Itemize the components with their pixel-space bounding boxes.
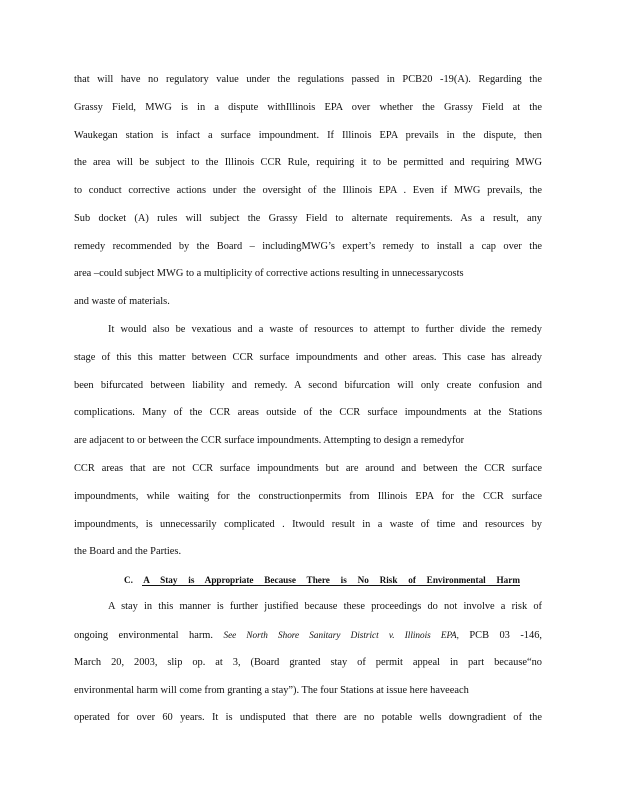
paragraph-1-line-7: remedy recommended by the Board – includingMWG’s expert’s remedy to install a cap over the	[74, 241, 542, 252]
paragraph-2-line-1: It would also be vexatious and a waste of resources to attempt to further divide the remedy	[108, 324, 542, 335]
case-citation: See North Shore Sanitary District v. Illinois EPA,	[223, 630, 459, 640]
paragraph-2-line-2: stage of this this matter between CCR surface impoundments and other areas. This case has already	[74, 352, 542, 363]
paragraph-3-line-3: March 20, 2003, slip op. at 3, (Board granted stay of permit appeal in part because“no	[74, 657, 542, 668]
heading-underline	[142, 585, 520, 586]
paragraph-1-line-1: that will have no regulatory value under the regulations passed in PCB20 -19(A). Regarding the	[74, 74, 542, 85]
paragraph-2-line-8: impoundments, is unnecessarily complicated . Itwould result in a waste of time and resources by	[74, 519, 542, 530]
paragraph-2-line-5: are adjacent to or between the CCR surface impoundments. Attempting to design a remedyfor	[74, 435, 465, 446]
paragraph-3-line-2	[74, 628, 542, 643]
paragraph-2-line-6: CCR areas that are not CCR surface impoundments but are around and between the CCR surface	[74, 463, 542, 474]
paragraph-2-line-9: the Board and the Parties.	[74, 546, 182, 557]
paragraph-1-line-4: the area will be subject to the Illinois CCR Rule, requiring it to be permitted and requiring MWG	[74, 157, 542, 168]
paragraph-2-line-7: impoundments, while waiting for the constructionpermits from Illinois EPA for the CCR surface	[74, 491, 542, 502]
paragraph-3-line-2-start: ongoing environmental harm.	[74, 630, 213, 641]
paragraph-3-line-2-end: PCB 03 -146,	[469, 630, 542, 641]
paragraph-3-line-5: operated for over 60 years. It is undisputed that there are no potable wells downgradient of the	[74, 712, 542, 723]
paragraph-2-line-4: complications. Many of the CCR areas outside of the CCR surface impoundments at the Stations	[74, 407, 542, 418]
paragraph-1-line-5: to conduct corrective actions under the oversight of the Illinois EPA . Even if MWG prevails, the	[74, 185, 542, 196]
paragraph-1-line-2: Grassy Field, MWG is in a dispute withIllinois EPA over whether the Grassy Field at the	[74, 102, 542, 113]
section-heading: C. A Stay is Appropriate Because There is No Risk of Environmental Harm	[124, 575, 520, 585]
paragraph-3-line-1: A stay in this manner is further justified because these proceedings do not involve a risk of	[108, 601, 542, 612]
paragraph-3-line-4: environmental harm will come from granting a stay”). The four Stations at issue here haveeach	[74, 685, 469, 696]
paragraph-1-line-3: Waukegan station is infact a surface impoundment. If Illinois EPA prevails in the dispute, then	[74, 130, 542, 141]
paragraph-1-line-6: Sub docket (A) rules will subject the Grassy Field to alternate requirements. As a result, any	[74, 213, 542, 224]
paragraph-1-line-8: area –could subject MWG to a multiplicity of corrective actions resulting in unnecessarycosts	[74, 268, 464, 279]
paragraph-2-line-3: been bifurcated between liability and remedy. A second bifurcation will only create confusion and	[74, 380, 542, 391]
paragraph-1-line-9: and waste of materials.	[74, 296, 170, 307]
